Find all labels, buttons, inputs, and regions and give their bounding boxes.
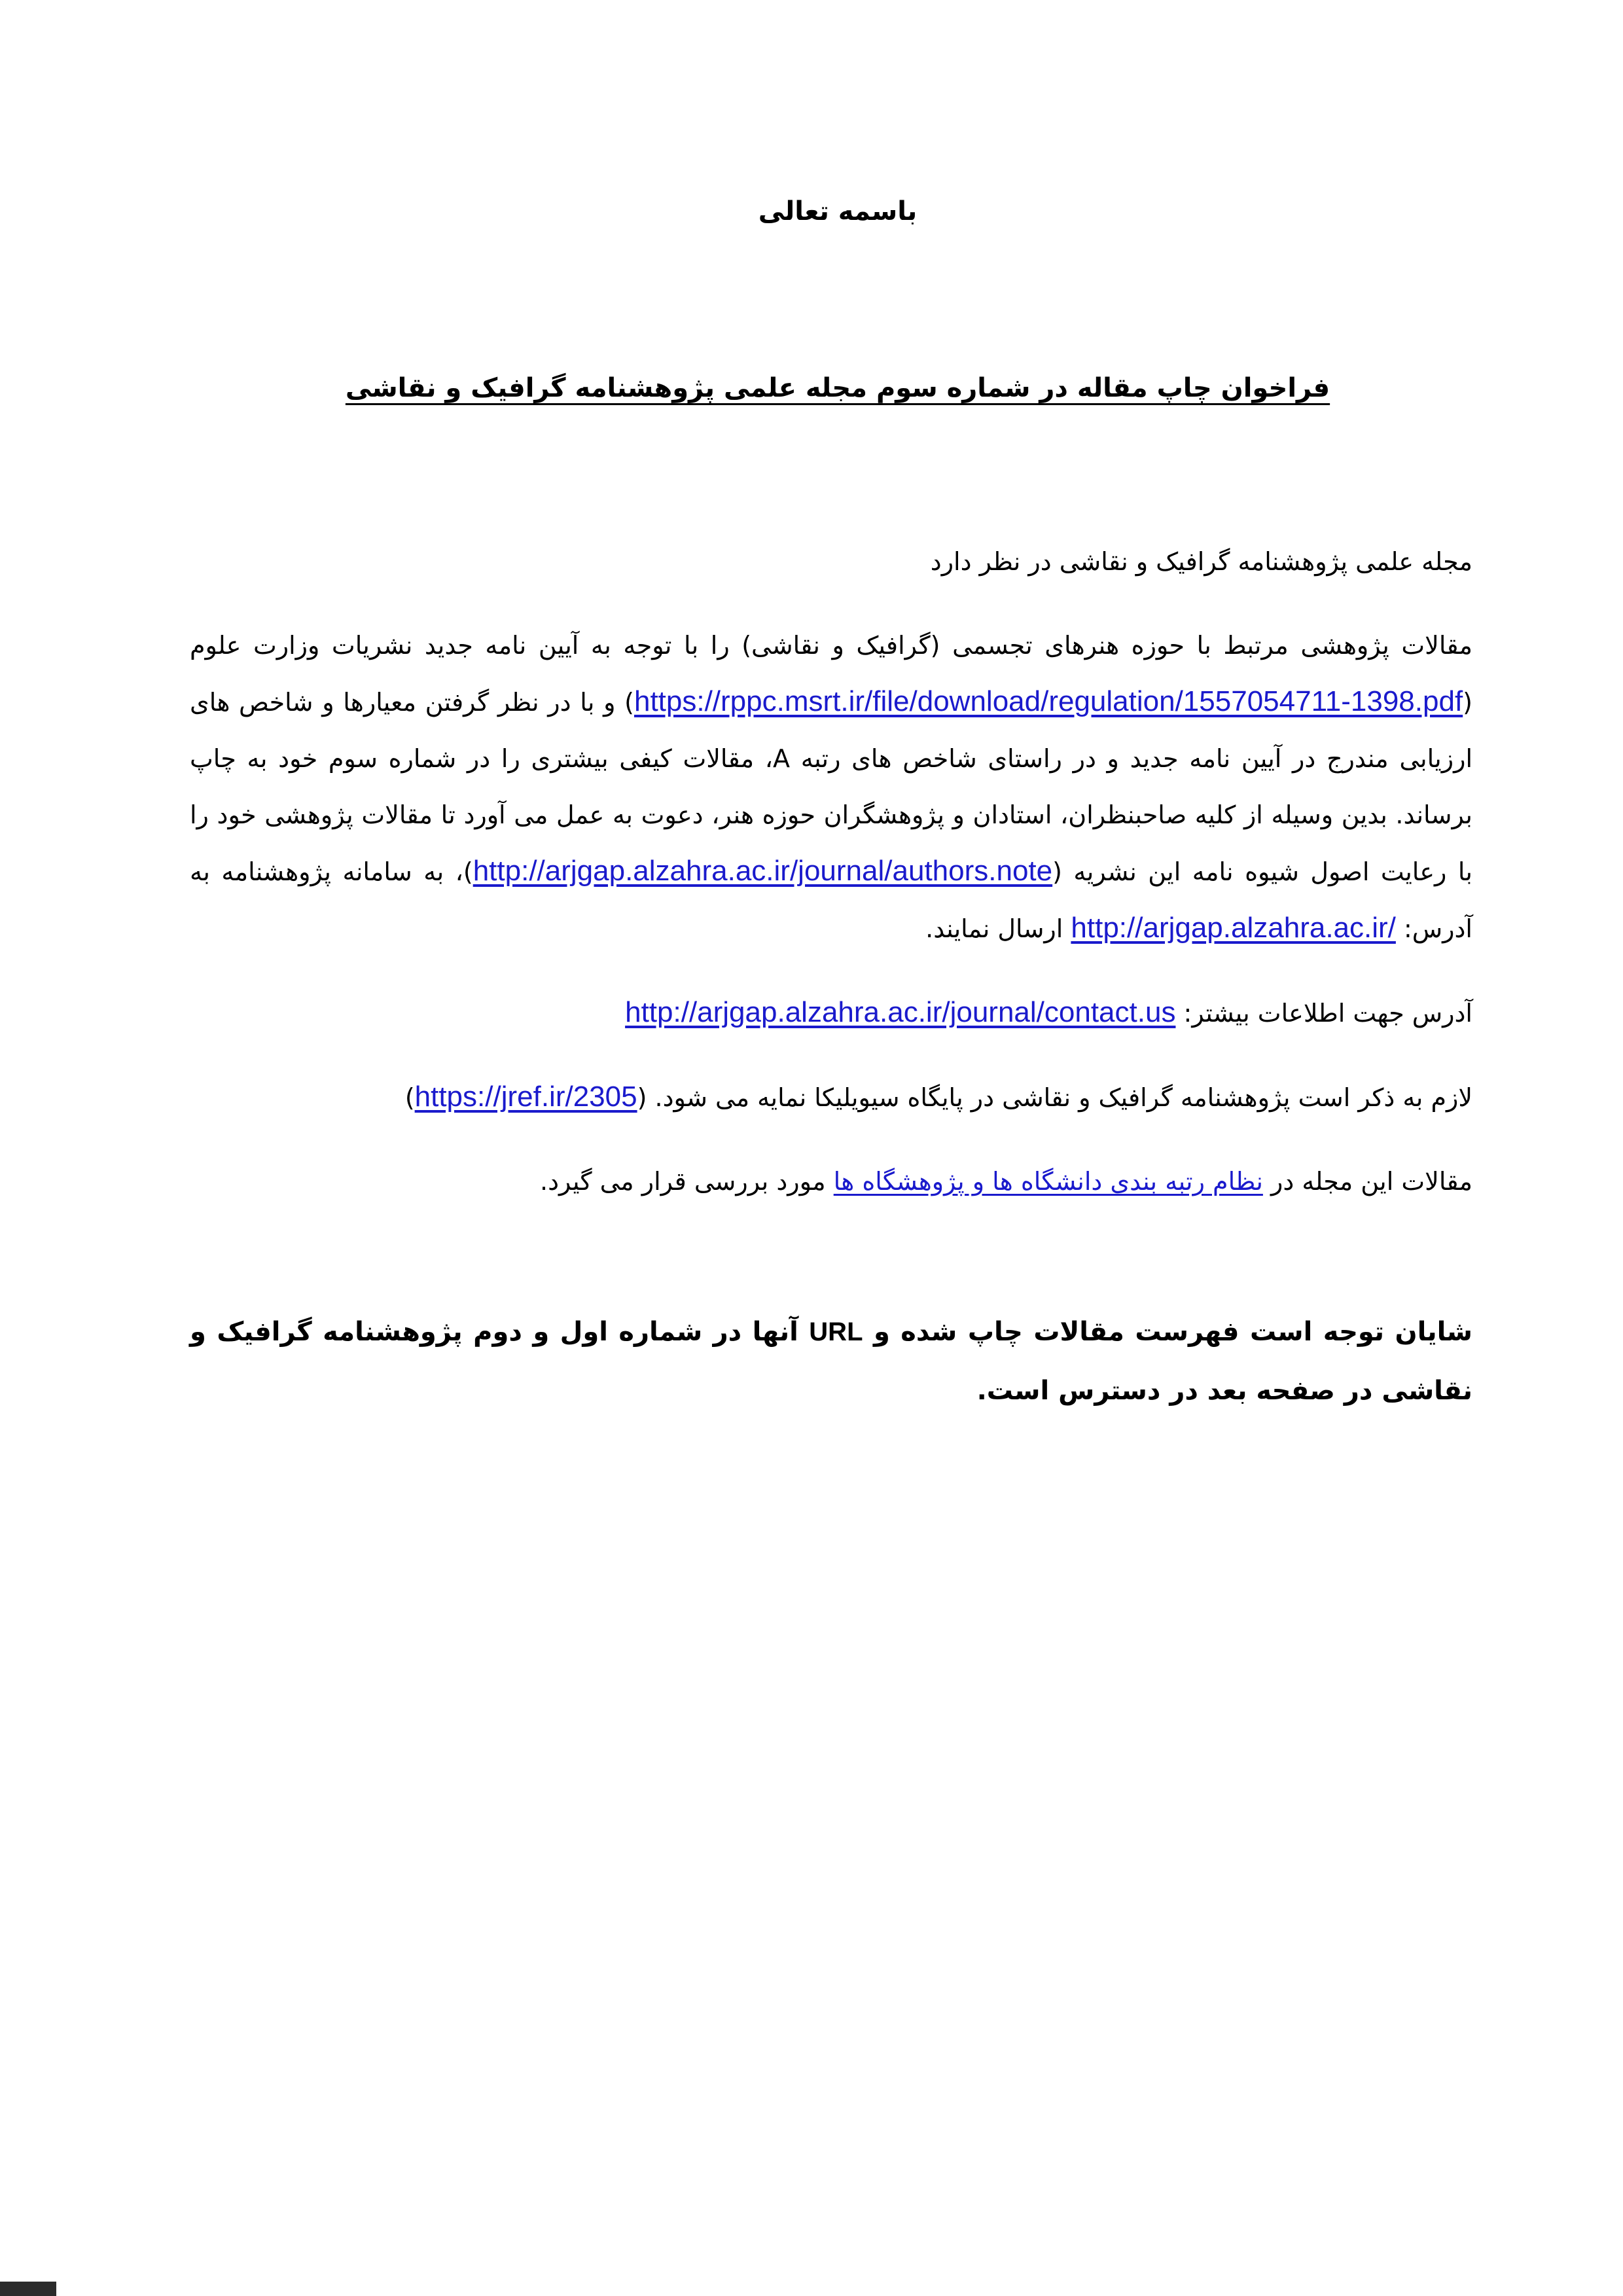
indexing-paragraph: [190, 1069, 1472, 1126]
indexing-close-paren: ): [404, 1083, 415, 1112]
civilica-link[interactable]: https://jref.ir/2305: [414, 1081, 637, 1113]
contact-label: آدرس جهت اطلاعات بیشتر:: [1175, 999, 1472, 1028]
note-url-word: URL: [809, 1318, 863, 1346]
call-text-2: ) و با در نظر گرفتن معیارها و شاخص های ارزیابی مندرج در آیین نامه جدید و در راستای شاخص های رتبه A، مقالات کیفی بیشتری را در شماره سوم خود به چاپ برساند. بدین وسیله از کلیه صاحبنظران، استادان و پژوهشگران حوزه هنر، دعوت به عمل می آورد تا مقالات پژوهشی خود را با رعایت اصول شیوه نامه این نشریه (: [190, 688, 1473, 886]
call-text-1: مقالات پژوهشی مرتبط با حوزه هنرهای تجسمی (گرافیک و نقاشی) را با توجه به آیین نامه جدید نشریات وزارت علوم (: [190, 631, 1472, 717]
regulation-link[interactable]: https://rppc.msrt.ir/file/download/regulation/1557054711-1398.pdf: [633, 685, 1463, 717]
bold-note: [190, 1302, 1472, 1420]
ranking-text-1: مقالات این مجله در: [1262, 1167, 1472, 1196]
page-title: [0, 373, 1623, 403]
intro-paragraph: مجله علمی پژوهشنامه گرافیک و نقاشی در نظر دارد: [930, 547, 1472, 576]
journal-site-link[interactable]: http://arjgap.alzahra.ac.ir/: [1071, 912, 1396, 944]
corner-watermark: [0, 2282, 56, 2296]
note-text-2: آنها در شماره اول و دوم پژوهشنامه گرافیک و نقاشی در صفحه بعد در دسترس است.: [190, 1317, 1472, 1406]
ranking-text-2: مورد بررسی قرار می گیرد.: [540, 1167, 834, 1196]
call-text-3: )، به سامانه پژوهشنامه به آدرس:: [190, 857, 1472, 943]
contact-link[interactable]: http://arjgap.alzahra.ac.ir/journal/contact.us: [625, 996, 1176, 1028]
call-text-4: ارسال نمایند.: [925, 914, 1071, 943]
greeting: باسمه تعالی: [758, 196, 918, 226]
page-title-text: فراخوان چاپ مقاله در شماره سوم مجله علمی پژوهشنامه گرافیک و نقاشی: [345, 373, 1330, 403]
ranking-system-link[interactable]: نظام رتبه بندی دانشگاه ها و پژوهشگاه ها: [833, 1167, 1263, 1196]
note-text-1: شایان توجه است فهرست مقالات چاپ شده و: [863, 1317, 1472, 1347]
indexing-text: لازم به ذکر است پژوهشنامه گرافیک و نقاشی در پایگاه سیویلیکا نمایه می شود. (: [637, 1083, 1472, 1112]
ranking-paragraph: [190, 1153, 1472, 1210]
contact-paragraph: [190, 984, 1472, 1041]
call-paragraph: [190, 617, 1472, 957]
authors-note-link[interactable]: http://arjgap.alzahra.ac.ir/journal/authors.note: [473, 855, 1053, 887]
document-body: [190, 533, 1472, 1237]
